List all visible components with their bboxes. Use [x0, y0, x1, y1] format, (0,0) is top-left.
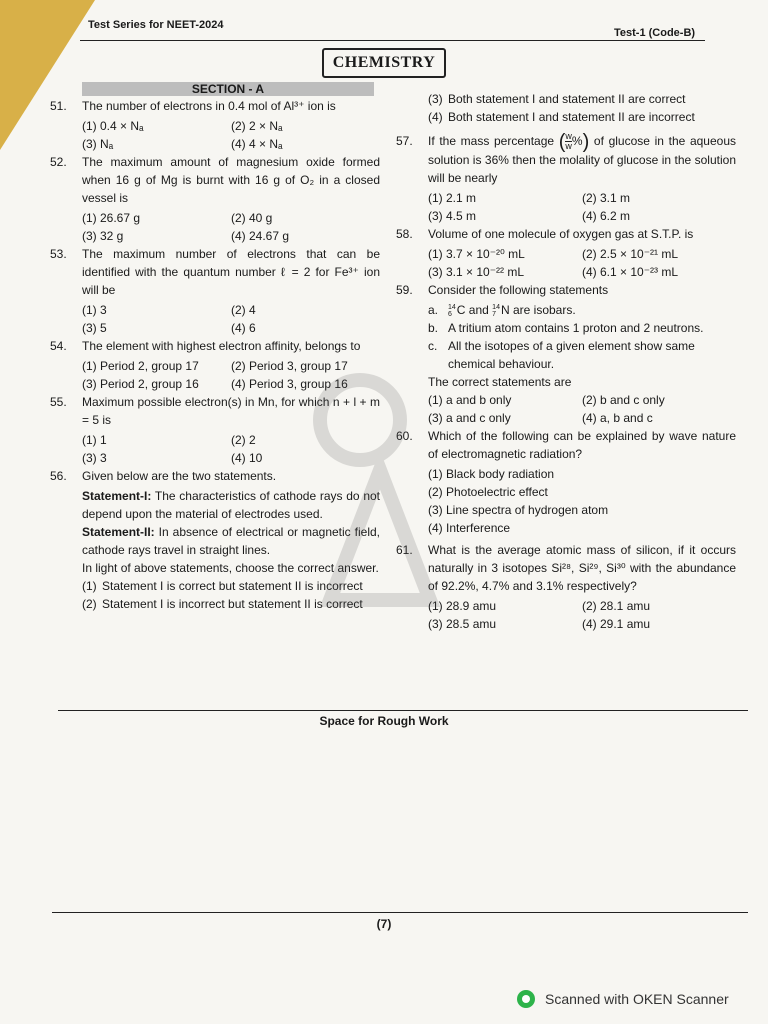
- section-label: SECTION - A: [82, 82, 374, 96]
- statement-b: [428, 319, 736, 337]
- option-1: (1) a and b only: [428, 393, 512, 408]
- question-number: 57.: [396, 134, 413, 148]
- option-4: (4) 4 × Nₐ: [231, 137, 283, 151]
- option-2: (2) 28.1 amu: [582, 599, 651, 614]
- option-3: (3) Period 2, group 16: [82, 377, 199, 391]
- option-text: Both statement I and statement II are incorrect: [448, 110, 695, 124]
- option-3: (3) 4.5 m: [428, 209, 477, 224]
- statement-c: [428, 337, 736, 373]
- option-2: (2) 2: [231, 433, 256, 447]
- question-text: The element with highest electron affinity, belongs to: [82, 339, 361, 353]
- option-4: (4) 10: [231, 451, 263, 465]
- statement-text-part: N are isobars.: [500, 303, 576, 318]
- option-3: (3) a and c only: [428, 411, 511, 426]
- option-label: (4): [428, 110, 443, 124]
- question-prompt: The correct statements are: [428, 375, 572, 390]
- question-number: 60.: [396, 429, 413, 444]
- question-57: [396, 132, 736, 225]
- option-1: (1) Period 2, group 17: [82, 359, 199, 373]
- question-text-part: If the mass percentage: [428, 134, 555, 148]
- scanner-logo-icon: [517, 990, 535, 1008]
- option-4: (4) 29.1 amu: [582, 617, 651, 632]
- question-text: Which of the following can be explained by wave nature of electromagnetic radiation?: [428, 429, 736, 462]
- carbon-isotope-notation: [448, 304, 456, 318]
- option-2: (2) b and c only: [582, 393, 665, 408]
- option-4: [428, 108, 736, 126]
- option-1: (1) Black body radiation: [428, 467, 555, 482]
- statement-1: [82, 487, 380, 523]
- atomic-number: 7: [492, 311, 497, 319]
- content-bottom-rule: [58, 710, 748, 711]
- question-60: [396, 427, 736, 537]
- option-label: (3): [428, 92, 443, 106]
- question-text-part: of glucose in the aqueous solution is 36% then the molality of glucose in the solution will be nearly: [428, 134, 736, 186]
- option-4: (4) 6.1 × 10⁻²³ mL: [582, 265, 679, 280]
- option-2: (2) 40 g: [231, 211, 273, 225]
- option-4: (4) 6: [231, 321, 256, 335]
- question-number: 51.: [50, 99, 67, 113]
- footer-rule: [52, 912, 748, 913]
- question-text: What is the average atomic mass of silicon, if it occurs naturally in 3 isotopes Si²⁸, Si²⁹, Si³⁰ with the abundance of 92.2%, 4.7% and 3.1% respectively?: [428, 543, 736, 594]
- question-text: [428, 132, 736, 187]
- question-number: 55.: [50, 395, 67, 409]
- statement-text-part: C and: [456, 303, 489, 318]
- option-4: (4) Period 3, group 16: [231, 377, 348, 391]
- option-1: (1) 26.67 g: [82, 211, 141, 225]
- atomic-number: 6: [448, 311, 452, 319]
- header-rule: [80, 40, 705, 41]
- question-text: The maximum number of electrons that can be identified with the quantum number ℓ = 2 for Fe³⁺ ion will be: [82, 247, 380, 297]
- test-code: Test-1 (Code-B): [614, 27, 696, 39]
- question-text: Volume of one molecule of oxygen gas at S.T.P. is: [428, 227, 694, 242]
- question-number: 56.: [50, 469, 67, 483]
- option-4: (4) 24.67 g: [231, 229, 290, 243]
- option-1: [82, 577, 380, 595]
- option-4: (4) 6.2 m: [582, 209, 631, 224]
- subject-title: CHEMISTRY: [322, 48, 446, 78]
- fraction-numerator: w: [565, 131, 572, 142]
- option-4: (4) Interference: [428, 521, 511, 536]
- question-text: Given below are the two statements.: [82, 469, 277, 483]
- mass-number: 14: [492, 304, 500, 312]
- option-3: (3) 28.5 amu: [428, 617, 497, 632]
- question-number: 61.: [396, 543, 413, 558]
- question-prompt: In light of above statements, choose the correct answer.: [82, 561, 379, 575]
- question-55: [50, 393, 380, 467]
- option-2: [82, 595, 380, 613]
- statement-text: A tritium atom contains 1 proton and 2 neutrons.: [448, 321, 704, 336]
- statement-label: b.: [428, 321, 439, 336]
- option-3: (3) 3.1 × 10⁻²² mL: [428, 265, 525, 280]
- question-59: [396, 281, 736, 427]
- statement-1-text: The characteristics of cathode rays do not depend upon the material of electrodes used.: [82, 489, 380, 521]
- option-label: (1): [82, 579, 97, 593]
- question-51: [50, 97, 380, 153]
- question-text: Maximum possible electron(s) in Mn, for which n + l + m = 5 is: [82, 395, 380, 427]
- question-number: 58.: [396, 227, 413, 242]
- statement-2: [82, 523, 380, 559]
- nitrogen-isotope-notation: [492, 304, 500, 318]
- statement-text: [448, 301, 576, 319]
- fraction-close-paren: ): [582, 130, 590, 153]
- fraction-denominator: w: [565, 141, 572, 152]
- page-number: (7): [376, 917, 392, 931]
- mass-number: 14: [448, 304, 456, 312]
- option-2: (2) Photoelectric effect: [428, 485, 548, 500]
- option-3: (3) 32 g: [82, 229, 124, 243]
- option-4: (4) a, b and c: [582, 411, 653, 426]
- statement-1-label: Statement-I:: [82, 489, 152, 503]
- rough-work-label: Space for Rough Work: [319, 714, 449, 728]
- option-text: Statement I is correct but statement II is incorrect: [102, 579, 363, 593]
- statement-text: All the isotopes of a given element show same chemical behaviour.: [448, 339, 695, 372]
- option-1: (1) 2.1 m: [428, 191, 477, 206]
- option-1: (1) 3.7 × 10⁻²⁰ mL: [428, 247, 525, 262]
- fraction-open-paren: (: [558, 130, 566, 153]
- option-1: (1) 0.4 × Nₐ: [82, 119, 144, 133]
- option-3: [428, 90, 736, 108]
- right-column: [396, 90, 736, 633]
- option-1: (1) 28.9 amu: [428, 599, 497, 614]
- question-text: The maximum amount of magnesium oxide formed when 16 g of Mg is burnt with 16 g of O₂ in a closed vessel is: [82, 155, 380, 205]
- option-1: (1) 1: [82, 433, 107, 447]
- option-text: Statement I is incorrect but statement II is correct: [102, 597, 363, 611]
- statement-label: a.: [428, 303, 439, 318]
- option-1: (1) 3: [82, 303, 107, 317]
- option-2: (2) 3.1 m: [582, 191, 631, 206]
- option-3: (3) Nₐ: [82, 137, 114, 151]
- statement-2-label: Statement-II:: [82, 525, 155, 539]
- option-2: (2) 2.5 × 10⁻²¹ mL: [582, 247, 679, 262]
- test-series-title: Test Series for NEET-2024: [88, 19, 224, 31]
- option-label: (2): [82, 597, 97, 611]
- question-56: [50, 467, 380, 613]
- statement-2-text: In absence of electrical or magnetic field, cathode rays travel in straight lines.: [82, 525, 380, 557]
- option-3: (3) 5: [82, 321, 107, 335]
- option-text: Both statement I and statement II are correct: [448, 92, 686, 106]
- question-52: [50, 153, 380, 245]
- statement-a: [428, 301, 736, 319]
- fraction-percent: %: [571, 134, 583, 148]
- scanner-text: Scanned with OKEN Scanner: [545, 991, 729, 1007]
- question-54: [50, 337, 380, 393]
- question-53: [50, 245, 380, 337]
- question-number: 54.: [50, 339, 67, 353]
- question-text: Consider the following statements: [428, 283, 609, 298]
- question-number: 59.: [396, 283, 413, 298]
- option-2: (2) 4: [231, 303, 256, 317]
- scanner-watermark: [517, 990, 729, 1008]
- question-56-continued: [396, 90, 736, 126]
- question-number: 52.: [50, 155, 67, 169]
- question-number: 53.: [50, 247, 67, 261]
- option-2: (2) Period 3, group 17: [231, 359, 348, 373]
- left-column: [50, 97, 380, 613]
- question-58: [396, 225, 736, 281]
- option-2: (2) 2 × Nₐ: [231, 119, 283, 133]
- option-3: (3) Line spectra of hydrogen atom: [428, 503, 609, 518]
- question-61: [396, 541, 736, 633]
- question-text: The number of electrons in 0.4 mol of Al³⁺ ion is: [82, 99, 336, 113]
- statement-label: c.: [428, 339, 438, 354]
- option-3: (3) 3: [82, 451, 107, 465]
